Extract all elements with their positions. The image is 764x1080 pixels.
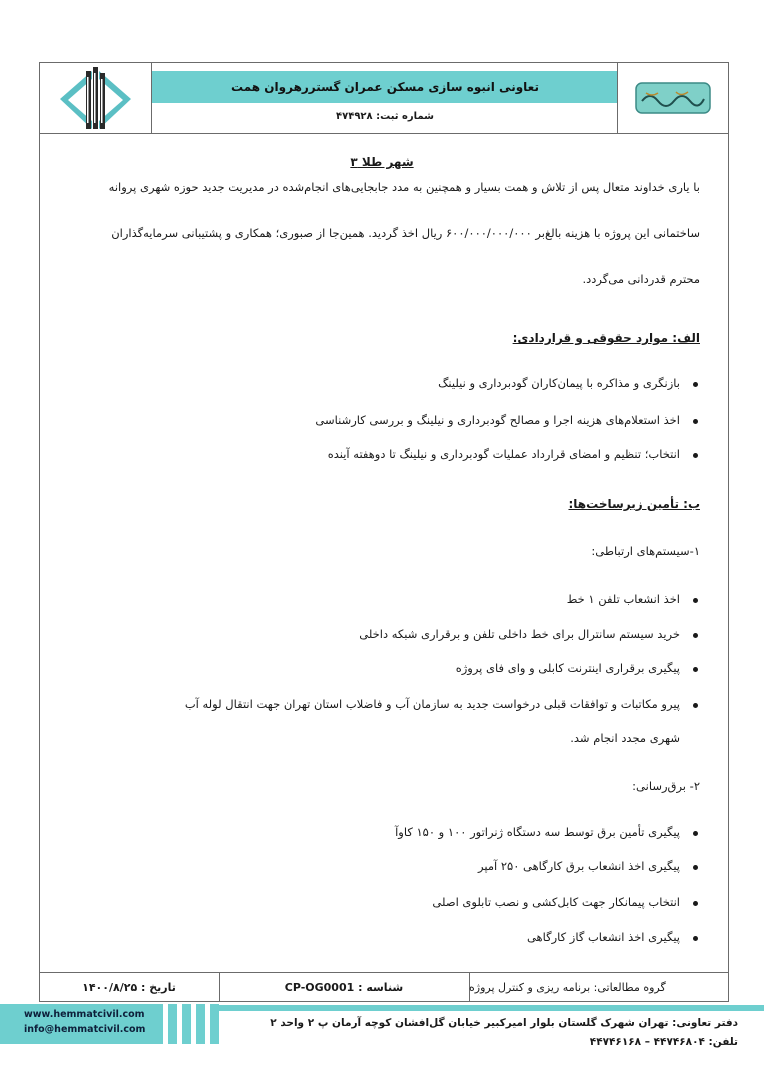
list-item: پیگیری اخذ انشعاب گاز کارگاهی: [526, 930, 680, 944]
decorative-stripe: [168, 1004, 177, 1044]
intro-line-1: با یاری خداوند متعال پس از تلاش و همت بسیار و همچنین به مدد جابجایی‌های انجام‌شده در مدیریت جدید حوزه شهری پروانه: [108, 180, 700, 194]
decorative-stripe: [182, 1004, 191, 1044]
intro-line-2: ساختمانی این پروژه با هزینه بالغ‌بر ۶۰۰/۰۰۰/۰۰۰/۰۰۰ ریال اخذ گردید. همین‌جا از صبوری؛ همکاری و پشتیبانی سرمایه‌گذاران: [111, 226, 700, 240]
document-header: [40, 63, 728, 134]
section-b-heading: ب: تأمین زیرساخت‌ها:: [568, 497, 700, 511]
document-date: تاریخ : ۱۴۰۰/۸/۲۵: [39, 973, 220, 1002]
section-a-heading: الف: موارد حقوقی و قراردادی:: [512, 331, 700, 345]
registration-number: شماره ثبت: ۴۷۴۹۲۸: [336, 110, 434, 122]
list-item: انتخاب؛ تنظیم و امضای قرارداد عملیات گودبرداری و نیلینگ تا دوهفته آینده: [327, 447, 680, 461]
list-item: اخذ استعلام‌های هزینه اجرا و مصالح گودبرداری و نیلینگ و بررسی کارشناسی: [315, 413, 680, 427]
website-link[interactable]: www.hemmatcivil.com: [24, 1009, 145, 1020]
list-item: خرید سیستم سانترال برای خط داخلی تلفن و برقراری شبکه داخلی: [359, 627, 680, 641]
list-item: پیرو مکاتبات و توافقات قبلی درخواست جدید به سازمان آب و فاضلاب استان تهران جهت انتقال لوله آب: [184, 697, 680, 711]
list-item: انتخاب پیمانکار جهت کابل‌کشی و نصب تابلوی اصلی: [432, 895, 680, 909]
document-title: شهر طلا ۳: [350, 155, 414, 169]
subsection-title: ۲- برق‌رسانی:: [632, 779, 700, 793]
contact-bar: [0, 1004, 163, 1044]
footer-rule: [213, 1005, 764, 1011]
list-item: پیگیری اخذ انشعاب برق کارگاهی ۲۵۰ آمپر: [478, 859, 680, 873]
document-id: شناسه : CP-OG0001: [219, 973, 470, 1002]
org-name: تعاونی انبوه سازی مسکن عمران گستررهروان همت: [152, 71, 618, 103]
intro-line-3: محترم قدردانی می‌گردد.: [582, 272, 700, 286]
subsection-title: ۱-سیستم‌های ارتباطی:: [591, 544, 700, 558]
decorative-stripe: [196, 1004, 205, 1044]
header-center: [152, 63, 618, 133]
list-item: پیگیری برقراری اینترنت کابلی و وای فای پروژه: [455, 661, 680, 675]
email-link[interactable]: info@hemmatcivil.com: [24, 1024, 146, 1035]
building-logo: [40, 63, 152, 133]
calligraphy-logo: [617, 63, 728, 133]
list-item: بازنگری و مذاکره با پیمان‌کاران گودبرداری و نیلینگ: [438, 376, 680, 390]
phone-numbers: تلفن: ۴۴۷۴۶۸۰۴ – ۴۴۷۴۶۱۶۸: [589, 1036, 738, 1048]
study-group: گروه مطالعاتی: برنامه ریزی و کنترل پروژه: [469, 981, 666, 994]
list-item-continuation: شهری مجدد انجام شد.: [570, 731, 680, 745]
office-address: دفتر تعاونی: تهران شهرک گلستان بلوار امیرکبیر خیابان گل‌افشان کوچه آرمان پ ۲ واحد ۲: [270, 1017, 738, 1029]
footer-table: [39, 972, 729, 1002]
list-item: اخذ انشعاب تلفن ۱ خط: [566, 592, 680, 606]
list-item: پیگیری تأمین برق توسط سه دستگاه ژنراتور ۱۰۰ و ۱۵۰ کاوآ: [395, 825, 680, 839]
